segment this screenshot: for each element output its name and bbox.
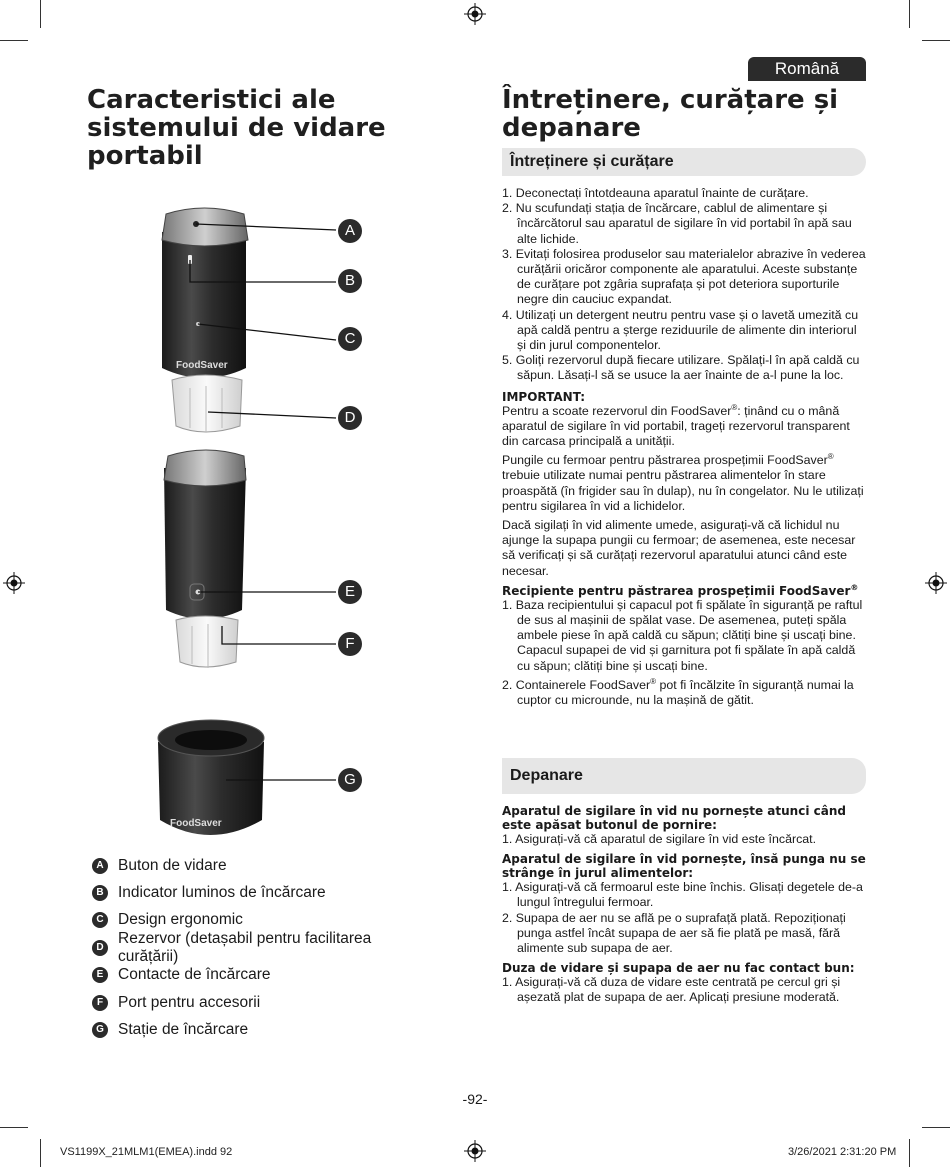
legend-item (92, 852, 432, 879)
legend-text: Rezervor (detașabil pentru facilitarea curățării) (118, 929, 372, 965)
list-item: 5. Goliți rezervorul după fiecare utilizare. Spălați-l în apă caldă cu săpun. Lăsați-l să se usuce la aer înainte de a-l pune la loc. (502, 353, 860, 383)
list-item: 1. Deconectați întotdeauna aparatul înainte de curățare. (502, 186, 809, 200)
troubleshooting-question: Duza de vidare și supapa de aer nu fac contact bun: (502, 961, 855, 976)
legend-letter: C (92, 912, 108, 928)
list-item: 2. Nu scufundați stația de încărcare, cablul de alimentare și încărcătorul sau aparatul de sigilare în vid portabil în apă sau alte lichide. (502, 201, 852, 246)
legend-letter: G (92, 1022, 108, 1038)
callout-a: A (338, 219, 362, 243)
maintenance-content (502, 186, 868, 708)
legend-letter: A (92, 858, 108, 874)
troubleshooting-content (502, 804, 868, 1006)
brand-logo: FoodSaver (176, 360, 228, 371)
legend-text: Port pentru accesorii (118, 993, 261, 1011)
registration-mark-icon (925, 572, 947, 594)
legend-text: Stație de încărcare (118, 1021, 249, 1039)
moist-food-paragraph: Dacă sigilați în vid alimente umede, asigurați-vă că lichidul nu ajunge la supapa pungii cu fermoar; de asemenea, este necesar să verificați și să curățați rezervorul aparatului atunci când este necesar. (502, 518, 856, 578)
crop-mark (40, 0, 41, 28)
crop-mark (909, 1139, 910, 1167)
footer-file-name: VS1199X_21MLM1(EMEA).indd 92 (60, 1146, 233, 1158)
legend-item (92, 989, 432, 1016)
list-item: 1. Asigurați-vă că aparatul de sigilare în vid este încărcat. (502, 832, 817, 846)
registration-mark-icon (464, 1140, 486, 1162)
answer-list (502, 975, 868, 1005)
containers-list (502, 598, 868, 708)
legend-text: Contacte de încărcare (118, 966, 271, 984)
troubleshooting-question: Aparatul de sigilare în vid pornește, însă punga nu se strânge în jurul alimentelor: (502, 852, 866, 881)
list-item: 4. Utilizați un detergent neutru pentru vase și o lavetă umezită cu apă caldă pentru a șterge reziduurile de alimente din interiorul și din jurul componentelor. (502, 307, 859, 353)
troubleshooting-question: Aparatul de sigilare în vid nu pornește atunci când este apăsat butonul de pornire: (502, 804, 846, 832)
callout-g: G (338, 768, 362, 792)
crop-mark (40, 1139, 41, 1167)
list-item: 1. Asigurați-vă că fermoarul este bine închis. Glisați degetele de-a lungul întregului fermoar. (502, 880, 863, 910)
page-number: -92- (462, 1091, 488, 1107)
callout-b: B (338, 269, 362, 293)
list-item: 3. Evitați folosirea produselor sau materialelor abrazive în vederea curățării oricăror componente ale aparatului. Aceste substanțe de curățare pot zgâria suprafața și pot deteriora suporturile negre din cauciuc expandat. (502, 246, 866, 307)
features-title: Caracteristici ale sistemului de vidare portabil (87, 85, 386, 171)
callout-c: C (338, 327, 362, 351)
crop-mark (922, 40, 950, 41)
legend-letter: E (92, 967, 108, 983)
legend-text: Design ergonomic (118, 911, 243, 929)
important-label: IMPORTANT: (502, 389, 586, 404)
crop-mark (909, 0, 910, 28)
crop-mark (0, 1127, 28, 1128)
product-illustration (150, 200, 380, 850)
crop-mark (922, 1127, 950, 1128)
maintenance-title: Întreținere, curățare și depanare (502, 85, 839, 143)
maintenance-section-heading: Întreținere și curățare (502, 148, 866, 176)
legend-text: Buton de vidare (118, 856, 227, 874)
maintenance-list (502, 186, 868, 384)
legend-item (92, 1016, 432, 1043)
list-item: 1. Asigurați-vă că duza de vidare este centrată pe cercul gri și așezată plat de supapa de aer. Aplicați presiune moderată. (502, 975, 841, 1005)
sealer-bottom-view (164, 450, 246, 668)
legend-letter: F (92, 995, 108, 1011)
answer-list (502, 880, 868, 956)
language-tab: Română (748, 57, 866, 81)
list-item: 2. Containerele FoodSaver® pot fi încălzite în siguranță numai la cuptor cu microunde, nu la mașină de gătit. (502, 676, 854, 708)
crop-mark (0, 40, 28, 41)
troubleshooting-section-heading: Depanare (502, 758, 866, 794)
callout-d: D (338, 406, 362, 430)
registration-mark-icon (464, 3, 486, 25)
list-item: 2. Supapa de aer nu se află pe o suprafață plată. Repoziționați punga astfel încât supapa de aer să fie plată pe masă, fără alimente sub supapa de aer. (502, 910, 846, 956)
legend-letter: B (92, 885, 108, 901)
parts-legend (92, 852, 432, 1044)
legend-item (92, 879, 432, 906)
legend-letter: D (92, 940, 108, 956)
important-text: Pentru a scoate rezervorul din FoodSaver®: ținând cu o mână aparatul de sigilare în vid portabil, trageți rezervorul transparent din carcasa principală a unității. (502, 402, 850, 449)
list-item: 1. Baza recipientului și capacul pot fi spălate în siguranță pe raftul de sus al mașinii de spălat vase. De asemenea, puteți spăla ambele piese în apă caldă cu săpun; clătiți bine și uscați bine. Capacul supapei de vid și garnitura pot fi spălate în apă caldă cu săpun; clătiți bine și uscați bine. (502, 597, 863, 673)
registration-mark-icon (3, 572, 25, 594)
containers-heading: Recipiente pentru păstrarea prospețimii FoodSaver® (502, 582, 859, 598)
legend-item (92, 929, 432, 965)
callout-e: E (338, 580, 362, 604)
answer-list (502, 832, 868, 847)
footer-timestamp: 3/26/2021 2:31:20 PM (788, 1146, 897, 1158)
legend-text: Indicator luminos de încărcare (118, 884, 326, 902)
sealer-top-view (162, 208, 248, 432)
zipper-bags-paragraph: Pungile cu fermoar pentru păstrarea prospețimii FoodSaver® trebuie utilizate numai pentru păstrarea alimentelor în stare proaspătă (în frigider sau în dulap), nu în congelator. Nu le utilizați pentru sigilarea în vid a lichidelor. (502, 452, 864, 513)
charging-station-illustration (158, 720, 264, 835)
callout-f: F (338, 632, 362, 656)
brand-logo: FoodSaver (170, 818, 222, 829)
